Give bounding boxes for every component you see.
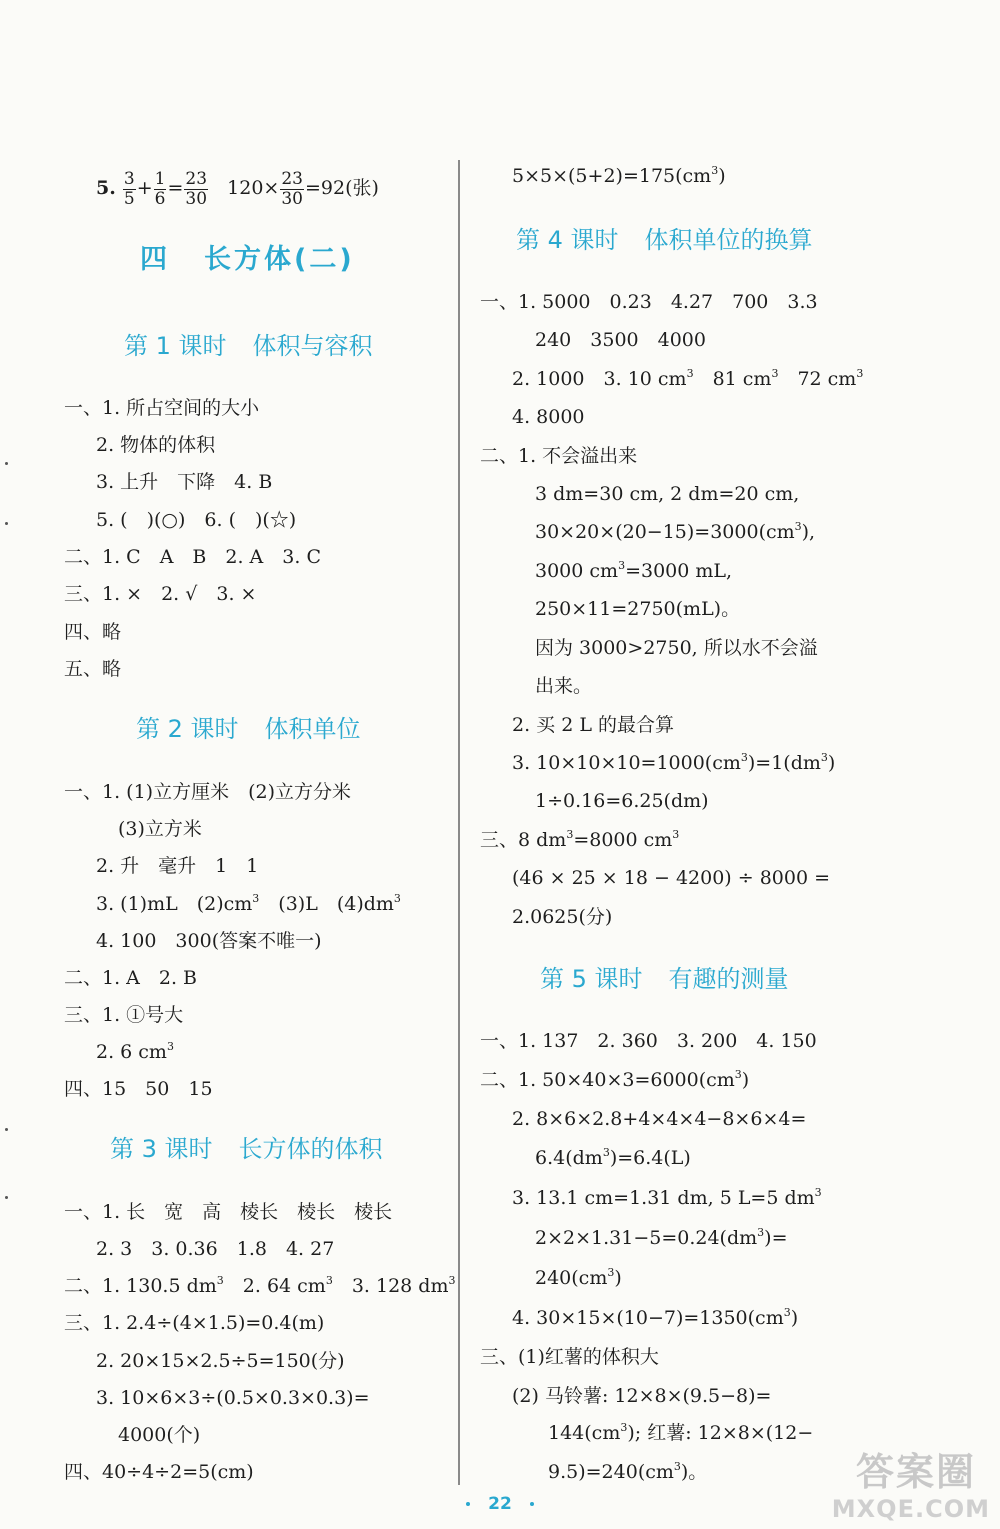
page-number: 22 (0, 1494, 1000, 1514)
answer-line: $144(cm^3)$; 红薯: 12×8×(12− (548, 1421, 814, 1444)
answer-line: 2. 买 2 L 的最合算 (512, 714, 674, 736)
answer-line: 4. 100 300(答案不唯一) (96, 930, 322, 952)
answer-line: 四、40÷4÷2=5(cm) (64, 1461, 254, 1483)
answer-line: 三、1. × 2. √ 3. × (64, 583, 257, 605)
answer-line: 一、1. (1)立方厘米 (2)立方分米 (64, 781, 351, 803)
answer-line: 3. $10\times 10\times 10=1000(cm^3)=1(dm^3)$ (512, 751, 836, 774)
watermark-logo: 答案圈 MXQE.COM (831, 1450, 990, 1523)
page-dot-icon (530, 1502, 534, 1506)
answer-line: 4. 8000 (512, 406, 585, 428)
answer-item-5: 5. $\frac{3}{5}$ + $\frac{1}{6}$ = $\frac{23}{30}$ 120× $\frac{23}{30}$ =92(张) (96, 168, 379, 209)
answer-line: 二、1. A 2. B (64, 967, 198, 989)
answer-line: $9.5)=240(cm^3)$。 (548, 1460, 708, 1483)
lesson-heading: 第 4 课时 体积单位的换算 (516, 226, 813, 254)
answer-line: 二、1. 不会溢出来 (480, 445, 638, 467)
answer-line: (46 × 25 × 18 − 4200) ÷ 8000 = (512, 867, 831, 889)
answer-line: 250×11=2750(mL)。 (535, 598, 741, 620)
unit-title: 四 长方体(二) (140, 244, 355, 275)
answer-line: 四、15 50 15 (64, 1078, 213, 1100)
answer-line: 2. 8×6×2.8+4×4×4−8×6×4= (512, 1108, 807, 1130)
answer-line: 2. 20×15×2.5÷5=150(分) (96, 1350, 345, 1372)
answer-line: 因为 3000>2750, 所以水不会溢 (535, 637, 818, 659)
answer-line: (2) 马铃薯: 12×8×(9.5−8)= (512, 1385, 772, 1407)
lesson-heading: 第 1 课时 体积与容积 (124, 332, 373, 360)
answer-line: 出来。 (535, 675, 593, 697)
answer-line: 3. 上升 下降 4. B (96, 471, 273, 493)
answer-line: $2\times 2\times 1.31-5=0.24(dm^3)=$ (535, 1226, 788, 1249)
answer-line: 1÷0.16=6.25(dm) (535, 790, 709, 812)
lesson-heading: 第 5 课时 有趣的测量 (540, 965, 789, 993)
answer-line: 四、略 (64, 621, 122, 643)
answer-line: $240(cm^3)$ (535, 1266, 622, 1289)
margin-dot (5, 1128, 8, 1131)
answer-line: 240 3500 4000 (535, 329, 706, 351)
answer-line: 三、8 $dm^3=8000$ $cm^3$ (480, 828, 680, 851)
lesson-heading: 第 3 课时 长方体的体积 (110, 1135, 383, 1163)
answer-line: 4000(个) (118, 1424, 201, 1446)
fraction: $\frac{23}{30}$ (185, 168, 208, 209)
answer-line: 3. 13.1 cm=1.31 dm, 5 L=5 $dm^3$ (512, 1186, 822, 1209)
answer-line: 一、1. 5000 0.23 4.27 700 3.3 (480, 291, 818, 313)
answer-line: 3000 $cm^3=3000$ mL, (535, 559, 733, 582)
answer-line: 3. (1)mL $(2)cm^3$ (3)L $(4)dm^3$ (96, 892, 401, 915)
margin-dot (5, 522, 8, 525)
answer-line: $6.4(dm^3)=6.4(L)$ (535, 1146, 691, 1169)
answer-line: 一、1. 长 宽 高 棱长 棱长 棱长 (64, 1201, 393, 1223)
answer-line: $5\times 5\times(5+2)=175(cm^3)$ (512, 164, 726, 187)
fraction: $\frac{23}{30}$ (281, 168, 303, 209)
answer-line: (3)立方米 (118, 818, 202, 840)
answer-line: 2. 3 3. 0.36 1.8 4. 27 (96, 1238, 335, 1260)
answer-line: $30\times 20\times(20-15)=3000(cm^3)$, (535, 520, 816, 543)
answer-line: 2. 6 $cm^3$ (96, 1040, 174, 1063)
margin-dot (5, 462, 8, 465)
answer-line: 三、1. 2.4÷(4×1.5)=0.4(m) (64, 1312, 325, 1334)
answer-line: 一、1. 137 2. 360 3. 200 4. 150 (480, 1030, 817, 1052)
margin-dot (5, 1196, 8, 1199)
answer-line: 三、(1)红薯的体积大 (480, 1346, 659, 1368)
answer-line: 二、1. C A B 2. A 3. C (64, 546, 321, 568)
answer-line: 3 dm=30 cm, 2 dm=20 cm, (535, 483, 800, 505)
fraction: $\frac{1}{6}$ (154, 168, 166, 209)
lesson-heading: 第 2 课时 体积单位 (136, 715, 361, 743)
column-divider (458, 160, 460, 1485)
answer-line: 2. 物体的体积 (96, 434, 216, 456)
page-dot-icon (466, 1502, 470, 1506)
answer-line: 2. 1000 3. 10 $cm^3$ 81 $cm^3$ 72 $cm^3$ (512, 367, 864, 390)
answer-line: 3. 10×6×3÷(0.5×0.3×0.3)= (96, 1387, 370, 1409)
answer-line: 5. ( )(○) 6. ( )(☆) (96, 509, 297, 531)
answer-line: 一、1. 所占空间的大小 (64, 397, 260, 419)
answer-line: 五、略 (64, 658, 122, 680)
answer-line: 二、1. 130.5 $dm^3$ 2. 64 $cm^3$ 3. 128 $dm^3$ (64, 1274, 456, 1297)
answer-line: 2.0625(分) (512, 906, 613, 928)
answer-line: 三、1. ①号大 (64, 1004, 184, 1026)
answer-line: 4. $30\times 15\times(10-7)=1350(cm^3)$ (512, 1306, 799, 1329)
answer-line: 二、1. $50\times 40\times 3=6000(cm^3)$ (480, 1068, 750, 1091)
answer-line: 2. 升 毫升 1 1 (96, 855, 259, 877)
fraction: $\frac{3}{5}$ (123, 168, 135, 209)
